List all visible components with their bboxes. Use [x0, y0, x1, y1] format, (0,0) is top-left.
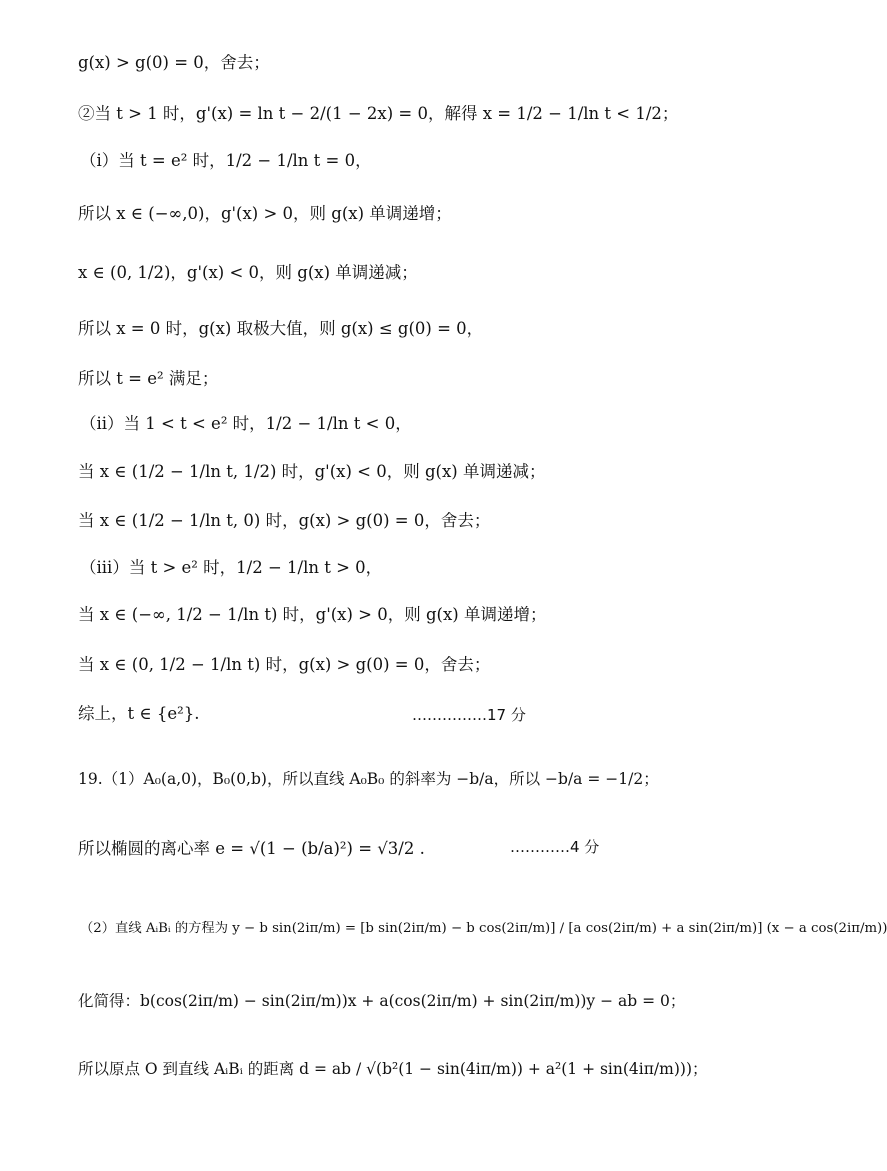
- line-2: ②当 t > 1 时，g'(x) = ln t − 2/(1 − 2x) = 0，解得 x = 1/2 − 1/ln t < 1/2；: [78, 104, 679, 123]
- line-12: 当 x ∈ (−∞, 1/2 − 1/ln t) 时，g'(x) > 0，则 g(x) 单调递增；: [78, 605, 547, 624]
- line-16: 所以椭圆的离心率 e = √(1 − (b/a)²) = √3/2 .: [78, 839, 425, 858]
- line-1: g(x) > g(0) = 0，舍去；: [78, 53, 270, 72]
- line-7: 所以 t = e² 满足；: [78, 369, 219, 388]
- line-11: （iii）当 t > e² 时，1/2 − 1/ln t > 0，: [80, 558, 383, 577]
- line-9: 当 x ∈ (1/2 − 1/ln t, 1/2) 时，g'(x) < 0，则 g(x) 单调递减；: [78, 462, 546, 481]
- line-15: 19.（1）A₀(a,0)，B₀(0,b)，所以直线 A₀B₀ 的斜率为 −b/a，所以 −b/a = −1/2；: [78, 770, 659, 788]
- line-6: 所以 x = 0 时，g(x) 取极大值，则 g(x) ≤ g(0) = 0，: [78, 319, 484, 338]
- line-10: 当 x ∈ (1/2 − 1/ln t, 0) 时，g(x) > g(0) = 0，舍去；: [78, 511, 491, 530]
- score-17: ……………17 分: [412, 706, 526, 724]
- line-18: 化简得：b(cos(2iπ/m) − sin(2iπ/m))x + a(cos(2iπ/m) + sin(2iπ/m))y − ab = 0；: [78, 992, 686, 1010]
- line-5: x ∈ (0, 1/2)，g'(x) < 0，则 g(x) 单调递减；: [78, 263, 418, 282]
- line-17: （2）直线 AᵢBᵢ 的方程为 y − b sin(2iπ/m) = [b sin(2iπ/m) − b cos(2iπ/m)] / [a cos(2iπ/m) + a sin(2iπ/m)] (x − a cos(2iπ/m)): [80, 921, 887, 936]
- line-19: 所以原点 O 到直线 AᵢBᵢ 的距离 d = ab / √(b²(1 − sin(4iπ/m)) + a²(1 + sin(4iπ/m)))；: [78, 1060, 708, 1078]
- line-14: 综上，t ∈ {e²}.: [78, 704, 200, 723]
- line-13: 当 x ∈ (0, 1/2 − 1/ln t) 时，g(x) > g(0) = 0，舍去；: [78, 655, 491, 674]
- line-8: （ii）当 1 < t < e² 时，1/2 − 1/ln t < 0，: [80, 414, 412, 433]
- line-4: 所以 x ∈ (−∞,0)，g'(x) > 0，则 g(x) 单调递增；: [78, 204, 452, 223]
- score-4: …………4 分: [510, 838, 600, 856]
- line-3: （i）当 t = e² 时，1/2 − 1/ln t = 0，: [80, 151, 372, 170]
